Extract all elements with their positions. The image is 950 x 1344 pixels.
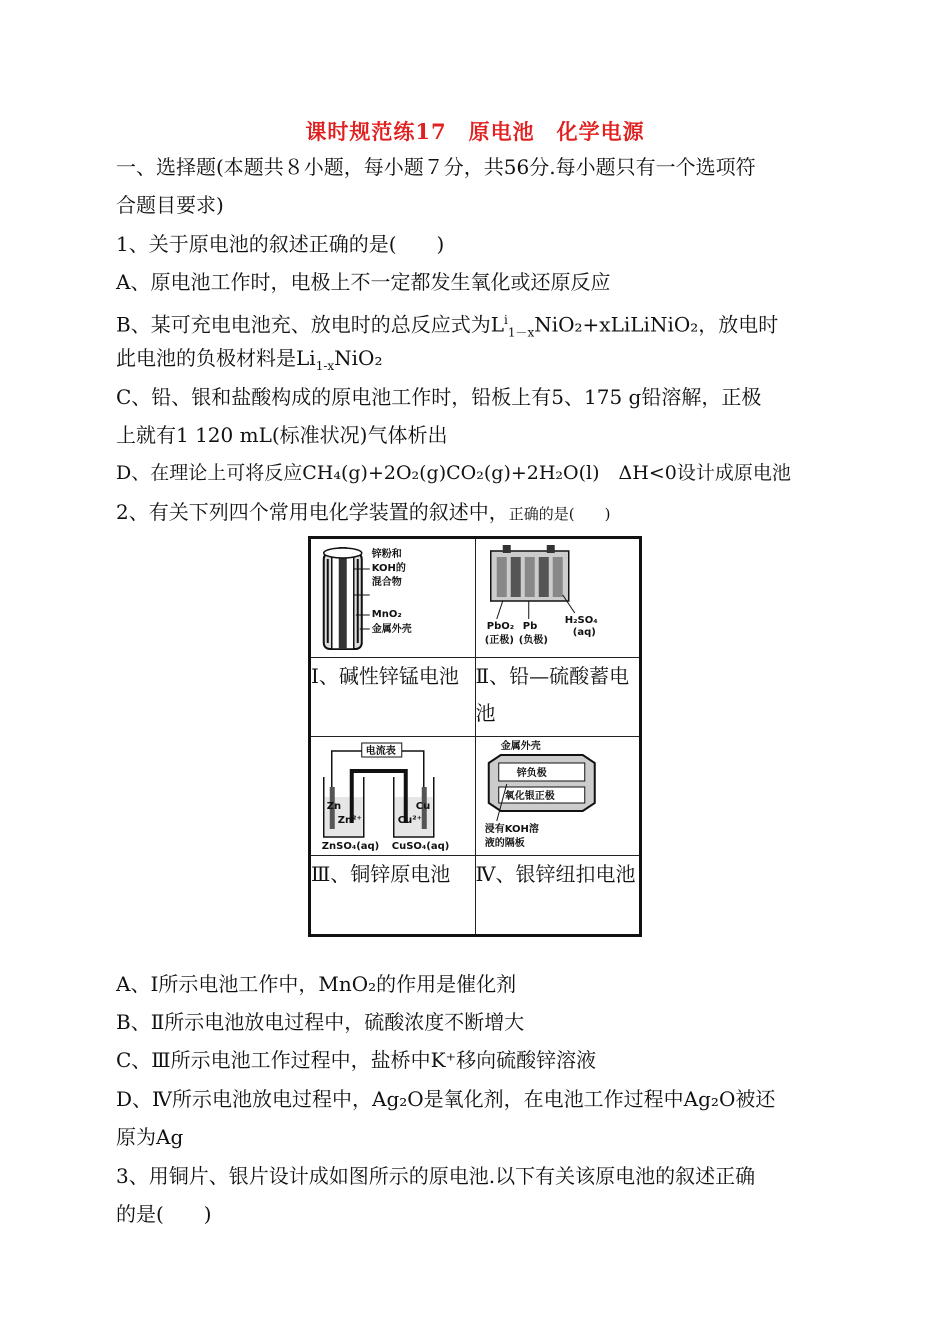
fig4-label-2: 锌负极: [516, 768, 547, 779]
fig1-label-1: 锌粉和: [371, 549, 402, 560]
lead-acid-battery-drawing: [476, 539, 640, 657]
q3-stem-line1: 3、用铜片、银片设计成如图所示的原电池.以下有关该原电池的叙述正确: [116, 1164, 756, 1188]
fig2-label-2: Pb: [522, 621, 537, 632]
q1-b2-post: NiO₂: [334, 346, 383, 370]
q1-b-sup: i: [503, 313, 508, 327]
q3-stem-line2: 的是( ): [116, 1202, 212, 1226]
fig4-label-5: 液的隔板: [484, 838, 525, 849]
q1-option-a: A、原电池工作时，电极上不一定都发生氧化或还原反应: [116, 270, 611, 294]
q2-option-d-line2: 原为Ag: [116, 1125, 184, 1149]
section-heading-line1: 一、选择题(本题共８小题，每小题７分，共56分.每小题只有一个选项符: [116, 155, 756, 179]
fig3-label-3: Cu: [415, 801, 431, 812]
q2-option-c: C、Ⅲ所示电池工作过程中，盐桥中K⁺移向硫酸锌溶液: [116, 1048, 597, 1072]
fig2-label-6: (负极): [518, 635, 548, 646]
fig3-label-6: Zn²⁺: [337, 815, 362, 826]
caption-alkaline: Ⅰ、碱性锌锰电池: [310, 658, 476, 737]
fig3-label-5: CuSO₄(aq): [391, 841, 450, 852]
fig1-label-4: MnO₂: [371, 609, 402, 620]
fig3-label-1: 电流表: [365, 746, 396, 757]
q1-option-c-line2: 上就有1 120 mL(标准状况)气体析出: [116, 423, 448, 447]
fig-button-cell: [475, 737, 641, 856]
fig-lead-acid-battery: [475, 538, 641, 658]
section-heading-line2: 合题目要求): [116, 193, 224, 217]
fig1-label-5: 金属外壳: [371, 624, 412, 635]
fig4-label-3: 氧化银正极: [504, 791, 555, 802]
q1-stem: 1、关于原电池的叙述正确的是( ): [116, 232, 445, 256]
fig2-label-4: (aq): [572, 627, 596, 638]
q1-option-b-line1: [116, 306, 778, 347]
q2-stem-text: 2、有关下列四个常用电化学装置的叙述中，: [116, 500, 509, 524]
q2-stem: [116, 498, 610, 528]
q2-stem-small: 正确的是( ): [508, 505, 611, 523]
button-cell-drawing: [476, 737, 640, 855]
q1-b-text: B、某可充电电池充、放电时的总反应式为L: [116, 312, 504, 337]
cu-zn-cell-drawing: [311, 737, 475, 855]
fig4-label-1: 金属外壳: [500, 741, 541, 752]
fig2-label-1: PbO₂: [486, 621, 514, 632]
fig1-label-2: KOH的: [371, 563, 406, 574]
q1-b-rest: NiO₂+xLiLiNiO₂，放电时: [534, 312, 779, 337]
fig2-label-5: (正极): [484, 635, 514, 646]
fig2-label-3: H₂SO₄: [564, 615, 598, 626]
q1-b2-sub: 1-x: [315, 359, 335, 373]
q2-option-b: B、Ⅱ所示电池放电过程中，硫酸浓度不断增大: [116, 1010, 525, 1034]
fig-alkaline-battery: [310, 538, 476, 658]
q1-option-d: D、在理论上可将反应CH₄(g)+2O₂(g)CO₂(g)+2H₂O(l) ΔH<0设计成原电池: [116, 462, 791, 484]
fig3-label-7: Cu²⁺: [397, 815, 422, 826]
q2-option-d-line1: D、Ⅳ所示电池放电过程中，Ag₂O是氧化剂，在电池工作过程中Ag₂O被还: [116, 1087, 776, 1111]
alkaline-battery-drawing: [311, 539, 475, 657]
page-title: 课时规范练17 原电池 化学电源: [305, 119, 645, 144]
caption-lead-acid: Ⅱ、铅—硫酸蓄电池: [475, 658, 641, 737]
caption-button: Ⅳ、银锌纽扣电池: [475, 856, 641, 936]
fig1-label-3: 混合物: [371, 577, 402, 588]
q1-option-c-line1: C、铅、银和盐酸构成的原电池工作时，铅板上有5、175 g铅溶解，正极: [116, 385, 762, 409]
q2-option-a: A、Ⅰ所示电池工作中，MnO₂的作用是催化剂: [116, 972, 517, 996]
battery-figure-table: [308, 536, 642, 937]
q1-option-b-line2: [116, 344, 382, 380]
q1-b-sub: 1－x: [507, 325, 535, 340]
fig4-label-4: 浸有KOH溶: [484, 824, 539, 835]
fig-cu-zn-cell: [310, 737, 476, 856]
fig3-label-2: Zn: [326, 801, 342, 812]
caption-cu-zn: Ⅲ、铜锌原电池: [310, 856, 476, 936]
q1-b2-pre: 此电池的负极材料是Li: [116, 346, 316, 370]
fig3-label-4: ZnSO₄(aq): [321, 841, 380, 852]
